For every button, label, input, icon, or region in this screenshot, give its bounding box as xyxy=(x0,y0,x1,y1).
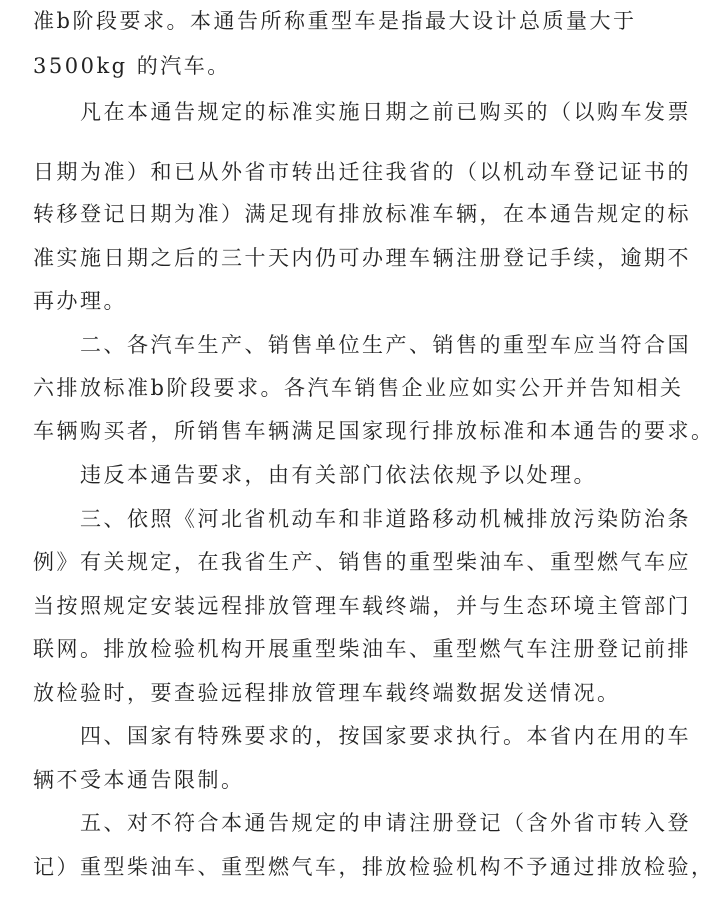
text-line-10: 车辆购买者，所销售车辆满足国家现行排放标准和本通告的要求。 xyxy=(33,419,715,443)
text-line-5: 转移登记日期为准）满足现有排放标准车辆，在本通告规定的标 xyxy=(33,202,691,226)
text-line-16: 放检验时，要查验远程排放管理车载终端数据发送情况。 xyxy=(33,681,621,705)
text-line-1: 准b阶段要求。本通告所称重型车是指最大设计总质量大于 xyxy=(33,9,637,33)
text-line-7: 再办理。 xyxy=(33,289,127,313)
paragraph-start-line-3: 凡在本通告规定的标准实施日期之前已购买的（以购车发票 xyxy=(80,100,691,124)
text-line-6: 准实施日期之后的三十天内仍可办理车辆注册登记手续，逾期不 xyxy=(33,246,691,270)
text-line-13: 例》有关规定，在我省生产、销售的重型柴油车、重型燃气车应 xyxy=(33,550,691,574)
text-line-18: 辆不受本通告限制。 xyxy=(33,768,245,792)
paragraph-start-line-17: 四、国家有特殊要求的，按国家要求执行。本省内在用的车 xyxy=(80,724,691,748)
text-line-14: 当按照规定安装远程排放管理车载终端，并与生态环境主管部门 xyxy=(33,594,691,618)
text-line-9: 六排放标准b阶段要求。各汽车销售企业应如实公开并告知相关 xyxy=(33,376,684,400)
text-line-15: 联网。排放检验机构开展重型柴油车、重型燃气车注册登记前排 xyxy=(33,637,691,661)
paragraph-start-line-8: 二、各汽车生产、销售单位生产、销售的重型车应当符合国 xyxy=(80,333,691,357)
text-line-2: 3500kg 的汽车。 xyxy=(33,54,231,78)
text-line-20: 记）重型柴油车、重型燃气车，排放检验机构不予通过排放检验， xyxy=(33,855,715,879)
paragraph-start-line-11: 违反本通告要求，由有关部门依法依规予以处理。 xyxy=(80,463,597,487)
paragraph-start-line-19: 五、对不符合本通告规定的申请注册登记（含外省市转入登 xyxy=(80,811,691,835)
paragraph-start-line-12: 三、依照《河北省机动车和非道路移动机械排放污染防治条 xyxy=(80,507,691,531)
text-line-4: 日期为准）和已从外省市转出迁往我省的（以机动车登记证书的 xyxy=(33,160,691,184)
